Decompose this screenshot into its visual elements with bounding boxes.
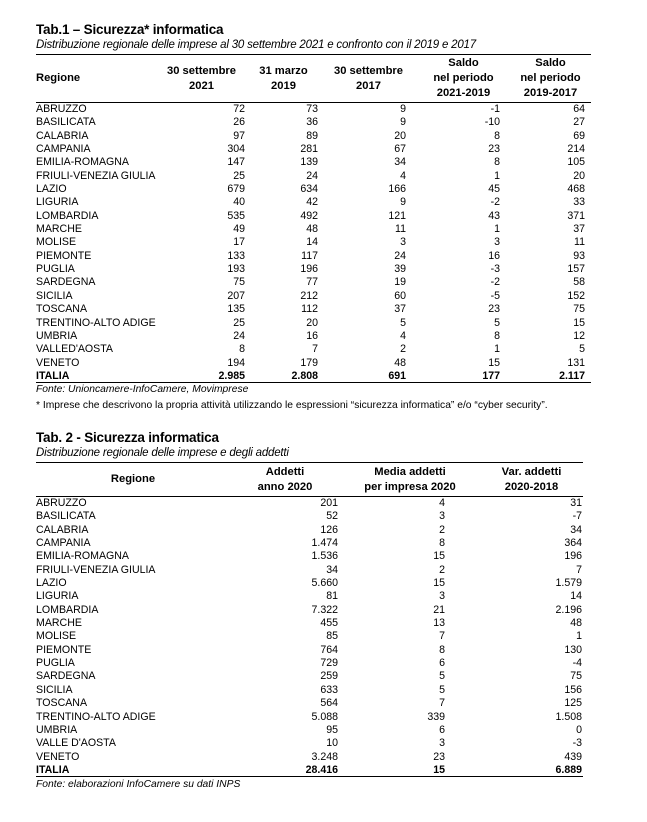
saldo-2021-2019-cell: -2	[490, 276, 500, 289]
media-addetti-cell: 8	[439, 643, 445, 656]
table1-header-sep2021	[156, 55, 247, 103]
imprese-sep2017-cell: 24	[394, 249, 406, 262]
addetti-2020-cell: 1.474	[311, 537, 338, 550]
var-addetti-cell: 439	[564, 750, 582, 763]
media-addetti-cell: 8	[439, 537, 445, 550]
table2-header-row	[36, 463, 583, 497]
table-row	[36, 263, 591, 276]
addetti-2020-cell: 764	[320, 643, 338, 656]
media-addetti-cell: 3	[439, 510, 445, 523]
imprese-sep2021-cell: 8	[239, 343, 245, 356]
table1-title: Tab.1 – Sicurezza* informatica	[36, 22, 224, 37]
table-row	[36, 510, 583, 523]
saldo-2019-2017-cell: 157	[567, 263, 585, 276]
imprese-mar2019-cell: 7	[312, 343, 318, 356]
imprese-sep2021-cell: 40	[233, 196, 245, 209]
media-addetti-cell: 13	[433, 617, 445, 630]
table-row	[36, 143, 591, 156]
imprese-sep2021-cell: 25	[233, 316, 245, 329]
imprese-sep2017-cell: 2	[400, 343, 406, 356]
saldo-2021-2019-cell: 8	[494, 129, 500, 142]
region-cell: SICILIA	[36, 683, 73, 696]
imprese-mar2019-cell: 48	[306, 223, 318, 236]
imprese-sep2017-cell: 48	[394, 356, 406, 369]
imprese-sep2021-cell: 2.985	[156, 370, 247, 383]
imprese-sep2017-cell: 11	[395, 223, 406, 236]
imprese-mar2019-cell: 179	[300, 356, 318, 369]
imprese-sep2017-cell: 121	[388, 209, 406, 222]
addetti-2020-cell: 3.248	[311, 750, 338, 763]
region-cell: ITALIA	[36, 764, 230, 777]
region-cell: PIEMONTE	[36, 249, 92, 262]
table-row	[36, 276, 591, 289]
media-addetti-cell: 2	[439, 523, 445, 536]
imprese-sep2017-cell: 60	[394, 289, 406, 302]
region-cell: VENETO	[36, 356, 80, 369]
var-addetti-cell: -4	[572, 657, 582, 670]
region-cell: CALABRIA	[36, 129, 89, 142]
media-addetti-cell: 7	[439, 697, 445, 710]
table-row	[36, 684, 583, 697]
table1-total-row	[36, 370, 591, 383]
imprese-sep2017-cell: 4	[400, 169, 406, 182]
imprese-mar2019-cell: 492	[300, 209, 318, 222]
addetti-2020-cell: 52	[326, 510, 338, 523]
table2-total-row	[36, 764, 583, 777]
table-row	[36, 343, 591, 356]
imprese-mar2019-cell: 16	[306, 329, 318, 342]
table-row	[36, 357, 591, 370]
region-cell: PUGLIA	[36, 657, 75, 670]
table1-body	[36, 103, 591, 383]
imprese-mar2019-cell: 77	[306, 276, 318, 289]
table-row	[36, 617, 583, 630]
saldo-2019-2017-cell: 69	[573, 129, 585, 142]
table1-footnote: * Imprese che descrivono la propria attività utilizzando le espressioni “sicurezza informatica” e/o “cyber security”.	[36, 399, 548, 411]
header-line: Addetti	[265, 465, 305, 478]
region-cell: LAZIO	[36, 577, 67, 590]
saldo-2019-2017-cell: 93	[573, 249, 585, 262]
header-line: nel periodo	[433, 72, 494, 84]
region-cell: PUGLIA	[36, 263, 75, 276]
imprese-sep2021-cell: 193	[227, 263, 245, 276]
region-cell: VALLED'AOSTA	[36, 343, 113, 356]
saldo-2021-2019-cell: 8	[494, 156, 500, 169]
addetti-2020-cell: 34	[326, 563, 338, 576]
addetti-2020-cell: 10	[326, 737, 338, 750]
table-row	[36, 210, 591, 223]
addetti-2020-cell: 95	[326, 723, 338, 736]
saldo-2021-2019-cell: 3	[494, 236, 500, 249]
table1	[36, 54, 591, 383]
addetti-2020-cell: 81	[326, 590, 338, 603]
region-cell: CALABRIA	[36, 523, 89, 536]
imprese-sep2021-cell: 133	[227, 249, 245, 262]
imprese-sep2017-cell: 166	[388, 183, 406, 196]
region-cell: FRIULI-VENEZIA GIULIA	[36, 563, 156, 576]
region-cell: LOMBARDIA	[36, 209, 99, 222]
var-addetti-cell: 2.196	[555, 603, 582, 616]
table1-source: Fonte: Unioncamere-InfoCamere, Movimprese	[36, 383, 249, 395]
addetti-2020-cell: 1.536	[311, 550, 338, 563]
media-addetti-cell: 15	[433, 577, 445, 590]
media-addetti-cell: 23	[433, 750, 445, 763]
var-addetti-cell: 1.508	[555, 710, 582, 723]
saldo-2019-2017-cell: 371	[567, 209, 585, 222]
imprese-sep2021-cell: 97	[233, 129, 245, 142]
table-row	[36, 170, 591, 183]
imprese-sep2017-cell: 9	[400, 116, 406, 129]
region-cell: CAMPANIA	[36, 143, 91, 156]
region-cell: SARDEGNA	[36, 670, 96, 683]
saldo-2021-2019-cell: -5	[490, 289, 500, 302]
addetti-2020-cell: 729	[320, 657, 338, 670]
imprese-mar2019-cell: 139	[300, 156, 318, 169]
region-cell: MARCHE	[36, 223, 82, 236]
imprese-mar2019-cell: 36	[306, 116, 318, 129]
table-row	[36, 330, 591, 343]
addetti-2020-cell: 564	[320, 697, 338, 710]
imprese-sep2017-cell: 67	[394, 143, 406, 156]
table2-title: Tab. 2 - Sicurezza informatica	[36, 430, 219, 445]
table-row	[36, 183, 591, 196]
saldo-2021-2019-cell: 16	[488, 249, 500, 262]
saldo-2019-2017-cell: 64	[573, 103, 585, 115]
saldo-2021-2019-cell: 15	[488, 356, 500, 369]
var-addetti-cell: 196	[564, 550, 582, 563]
region-cell: TOSCANA	[36, 303, 88, 316]
addetti-2020-cell: 5.088	[311, 710, 338, 723]
table-row	[36, 116, 591, 129]
saldo-2021-2019-cell: 23	[488, 303, 500, 316]
region-cell: LOMBARDIA	[36, 603, 99, 616]
imprese-mar2019-cell: 2.808	[247, 370, 320, 383]
media-addetti-cell: 15	[433, 550, 445, 563]
header-line: Media addetti	[374, 465, 446, 478]
saldo-2019-2017-cell: 131	[567, 356, 585, 369]
table1-section	[36, 22, 591, 412]
table-row	[36, 657, 583, 670]
var-addetti-cell: 1.579	[555, 577, 582, 590]
region-cell: VENETO	[36, 750, 80, 763]
table1-header-saldo-2021-2019	[417, 55, 510, 103]
table1-header-saldo-2019-2017	[510, 55, 591, 103]
region-cell: SICILIA	[36, 289, 73, 302]
imprese-sep2017-cell: 3	[400, 236, 406, 249]
imprese-sep2021-cell: 72	[233, 103, 245, 115]
table-row	[36, 317, 591, 330]
var-addetti-cell: 7	[576, 563, 582, 576]
region-cell: LIGURIA	[36, 590, 79, 603]
imprese-sep2017-cell: 691	[320, 370, 417, 383]
header-line: Saldo	[535, 57, 566, 69]
imprese-sep2017-cell: 9	[400, 196, 406, 209]
region-cell: TRENTINO-ALTO ADIGE	[36, 710, 156, 723]
addetti-2020-cell: 126	[320, 523, 338, 536]
var-addetti-cell: 31	[570, 497, 582, 509]
table-row	[36, 644, 583, 657]
table-row	[36, 711, 583, 724]
table2-source: Fonte: elaborazioni InfoCamere su dati INPS	[36, 778, 241, 790]
table-row	[36, 590, 583, 603]
media-addetti-cell: 4	[439, 497, 445, 509]
header-line: 2021	[189, 79, 214, 92]
header-line: 30 settembre	[166, 64, 237, 77]
saldo-2021-2019-cell: 1	[494, 169, 500, 182]
region-cell: ITALIA	[36, 370, 156, 383]
saldo-2019-2017-cell: 15	[573, 316, 585, 329]
media-addetti-cell: 2	[439, 563, 445, 576]
table1-subtitle: Distribuzione regionale delle imprese al 30 settembre 2021 e confronto con il 2019 e 2017	[36, 39, 476, 51]
region-cell: UMBRIA	[36, 329, 78, 342]
var-addetti-cell: 14	[570, 590, 582, 603]
imprese-sep2021-cell: 207	[227, 289, 245, 302]
header-line: Var. addetti	[501, 465, 562, 478]
saldo-2021-2019-cell: 177	[417, 370, 510, 383]
var-addetti-cell: -3	[572, 737, 582, 750]
var-addetti-cell: 125	[564, 697, 582, 710]
var-addetti-cell: 75	[570, 670, 582, 683]
table1-header-sep2017	[320, 55, 417, 103]
table1-header-row	[36, 55, 591, 103]
table-row	[36, 303, 591, 316]
region-cell: TOSCANA	[36, 697, 88, 710]
table2	[36, 462, 583, 777]
table-row	[36, 236, 591, 249]
imprese-sep2021-cell: 147	[227, 156, 245, 169]
header-line: 2019-2017	[523, 87, 578, 99]
table-row	[36, 537, 583, 550]
header-line: 2021-2019	[436, 87, 491, 99]
imprese-mar2019-cell: 212	[300, 289, 318, 302]
table1-header-mar2019	[247, 55, 320, 103]
var-addetti-cell: 34	[570, 523, 582, 536]
region-cell: UMBRIA	[36, 723, 78, 736]
media-addetti-cell: 7	[439, 630, 445, 643]
addetti-2020-cell: 7.322	[311, 603, 338, 616]
imprese-sep2021-cell: 304	[227, 143, 245, 156]
region-cell: SARDEGNA	[36, 276, 96, 289]
var-addetti-cell: 130	[564, 643, 582, 656]
addetti-2020-cell: 259	[320, 670, 338, 683]
saldo-2019-2017-cell: 37	[573, 223, 585, 236]
media-addetti-cell: 6	[439, 657, 445, 670]
media-addetti-cell: 21	[433, 603, 445, 616]
imprese-sep2017-cell: 37	[394, 303, 406, 316]
table-row	[36, 524, 583, 537]
table2-body	[36, 497, 583, 777]
addetti-2020-cell: 201	[320, 497, 338, 509]
imprese-sep2017-cell: 39	[394, 263, 406, 276]
header-line: per impresa 2020	[364, 480, 456, 493]
table-row	[36, 630, 583, 643]
imprese-mar2019-cell: 24	[306, 169, 318, 182]
region-cell: CAMPANIA	[36, 537, 91, 550]
addetti-2020-cell: 455	[320, 617, 338, 630]
table-row	[36, 724, 583, 737]
region-cell: LIGURIA	[36, 196, 79, 209]
imprese-sep2021-cell: 194	[227, 356, 245, 369]
saldo-2019-2017-cell: 12	[573, 329, 585, 342]
table-row	[36, 737, 583, 750]
var-addetti-cell: 48	[570, 617, 582, 630]
imprese-sep2017-cell: 19	[394, 276, 406, 289]
var-addetti-cell: 6.889	[480, 764, 583, 777]
saldo-2019-2017-cell: 11	[574, 236, 585, 249]
imprese-sep2021-cell: 24	[233, 329, 245, 342]
header-line: 2020-2018	[504, 480, 559, 493]
imprese-mar2019-cell: 14	[306, 236, 318, 249]
header-line: 30 settembre	[333, 64, 404, 77]
region-cell: ABRUZZO	[36, 497, 87, 509]
saldo-2021-2019-cell: -2	[490, 196, 500, 209]
table-row	[36, 103, 591, 117]
table2-header-region: Regione	[36, 463, 230, 497]
imprese-mar2019-cell: 196	[300, 263, 318, 276]
imprese-sep2021-cell: 679	[227, 183, 245, 196]
saldo-2021-2019-cell: 8	[494, 329, 500, 342]
var-addetti-cell: 1	[576, 630, 582, 643]
table-row	[36, 550, 583, 563]
region-cell: EMILIA-ROMAGNA	[36, 550, 130, 563]
media-addetti-cell: 339	[427, 710, 445, 723]
header-line: anno 2020	[257, 480, 313, 493]
region-cell: ABRUZZO	[36, 103, 87, 115]
table-row	[36, 751, 583, 764]
table-row	[36, 564, 583, 577]
var-addetti-cell: 364	[564, 537, 582, 550]
saldo-2019-2017-cell: 5	[579, 343, 585, 356]
region-cell: MOLISE	[36, 630, 77, 643]
header-line: nel periodo	[520, 72, 581, 84]
imprese-sep2017-cell: 9	[400, 103, 406, 115]
var-addetti-cell: 156	[564, 683, 582, 696]
region-cell: MOLISE	[36, 236, 77, 249]
imprese-sep2021-cell: 49	[233, 223, 245, 236]
media-addetti-cell: 5	[439, 683, 445, 696]
imprese-sep2021-cell: 135	[227, 303, 245, 316]
header-line: 2019	[271, 79, 296, 92]
table2-subtitle: Distribuzione regionale delle imprese e degli addetti	[36, 447, 289, 459]
table-row	[36, 290, 591, 303]
imprese-sep2021-cell: 17	[233, 236, 245, 249]
saldo-2021-2019-cell: 45	[488, 183, 500, 196]
table-row	[36, 250, 591, 263]
table-row	[36, 497, 583, 511]
region-cell: MARCHE	[36, 617, 82, 630]
imprese-mar2019-cell: 117	[301, 249, 318, 262]
imprese-mar2019-cell: 73	[306, 103, 318, 115]
imprese-mar2019-cell: 281	[300, 143, 318, 156]
imprese-mar2019-cell: 89	[306, 129, 318, 142]
saldo-2021-2019-cell: -10	[484, 116, 500, 129]
table-row	[36, 577, 583, 590]
table-row	[36, 130, 591, 143]
saldo-2019-2017-cell: 214	[567, 143, 585, 156]
saldo-2019-2017-cell: 468	[567, 183, 585, 196]
region-cell: TRENTINO-ALTO ADIGE	[36, 316, 156, 329]
region-cell: BASILICATA	[36, 510, 96, 523]
saldo-2021-2019-cell: -1	[490, 103, 500, 115]
saldo-2019-2017-cell: 2.117	[510, 370, 591, 383]
imprese-sep2021-cell: 26	[233, 116, 245, 129]
media-addetti-cell: 3	[439, 590, 445, 603]
table-row	[36, 223, 591, 236]
region-cell: EMILIA-ROMAGNA	[36, 156, 130, 169]
table2-section	[36, 430, 583, 791]
table-row	[36, 156, 591, 169]
imprese-mar2019-cell: 42	[306, 196, 318, 209]
saldo-2021-2019-cell: 5	[494, 316, 500, 329]
header-line: 2017	[356, 79, 381, 92]
imprese-sep2017-cell: 5	[400, 316, 406, 329]
region-cell: BASILICATA	[36, 116, 96, 129]
table-row	[36, 196, 591, 209]
region-cell: PIEMONTE	[36, 643, 92, 656]
var-addetti-cell: -7	[572, 510, 582, 523]
table-row	[36, 697, 583, 710]
saldo-2021-2019-cell: -3	[490, 263, 500, 276]
table1-header-region: Regione	[36, 55, 156, 103]
header-line: 31 marzo	[259, 64, 308, 77]
imprese-sep2017-cell: 4	[400, 329, 406, 342]
saldo-2021-2019-cell: 23	[488, 143, 500, 156]
imprese-sep2017-cell: 20	[394, 129, 406, 142]
table-row	[36, 604, 583, 617]
addetti-2020-cell: 5.660	[311, 577, 338, 590]
saldo-2021-2019-cell: 1	[494, 223, 500, 236]
imprese-sep2021-cell: 535	[227, 209, 245, 222]
imprese-mar2019-cell: 112	[301, 303, 318, 316]
saldo-2021-2019-cell: 43	[488, 209, 500, 222]
imprese-mar2019-cell: 20	[306, 316, 318, 329]
imprese-mar2019-cell: 634	[300, 183, 318, 196]
saldo-2019-2017-cell: 75	[573, 303, 585, 316]
header-line: Saldo	[448, 57, 479, 69]
table-row	[36, 670, 583, 683]
media-addetti-cell: 6	[439, 723, 445, 736]
table2-header-var-addetti	[480, 463, 583, 497]
saldo-2019-2017-cell: 27	[573, 116, 585, 129]
addetti-2020-cell: 85	[326, 630, 338, 643]
saldo-2019-2017-cell: 33	[573, 196, 585, 209]
imprese-sep2017-cell: 34	[394, 156, 406, 169]
imprese-sep2021-cell: 75	[233, 276, 245, 289]
imprese-sep2021-cell: 25	[233, 169, 245, 182]
addetti-2020-cell: 633	[320, 683, 338, 696]
media-addetti-cell: 3	[439, 737, 445, 750]
region-cell: VALLE D'AOSTA	[36, 737, 116, 750]
saldo-2019-2017-cell: 152	[567, 289, 585, 302]
table2-header-media-addetti	[340, 463, 480, 497]
addetti-2020-cell: 28.416	[230, 764, 340, 777]
region-cell: FRIULI-VENEZIA GIULIA	[36, 169, 156, 182]
var-addetti-cell: 0	[576, 723, 582, 736]
media-addetti-cell: 5	[439, 670, 445, 683]
saldo-2019-2017-cell: 105	[567, 156, 585, 169]
media-addetti-cell: 15	[340, 764, 480, 777]
region-cell: LAZIO	[36, 183, 67, 196]
saldo-2021-2019-cell: 1	[494, 343, 500, 356]
table2-header-addetti	[230, 463, 340, 497]
saldo-2019-2017-cell: 20	[573, 169, 585, 182]
saldo-2019-2017-cell: 58	[573, 276, 585, 289]
